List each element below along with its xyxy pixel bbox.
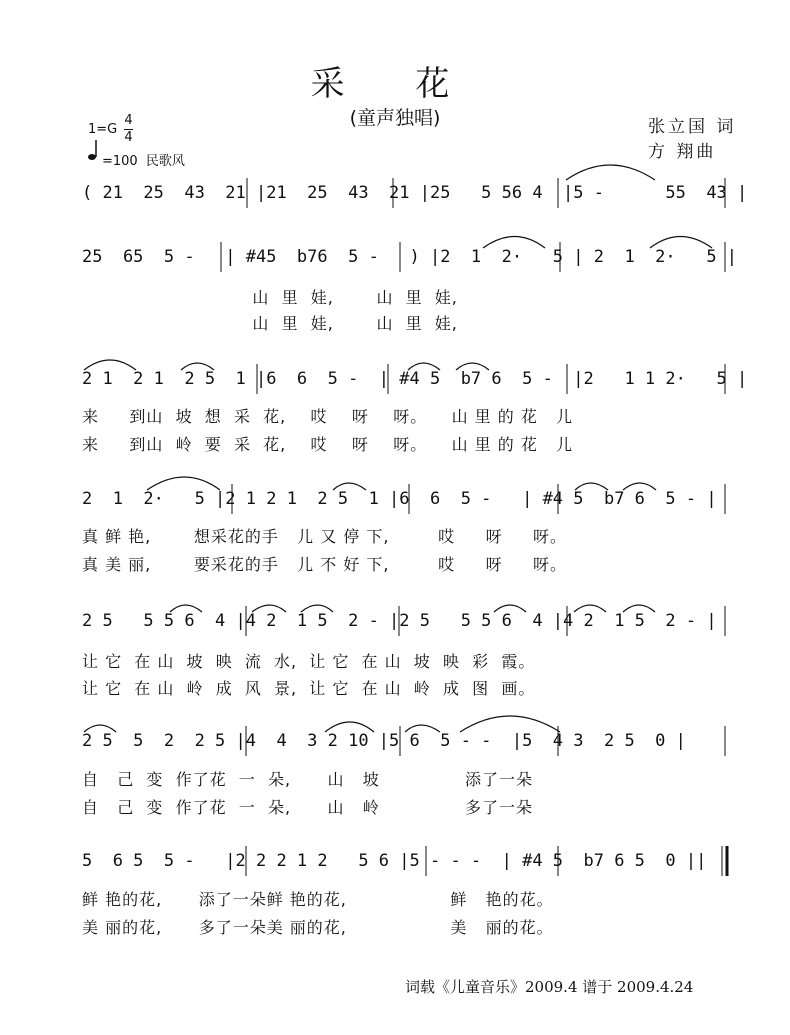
style-marking: 民歌风: [145, 154, 185, 169]
notation-line: 2 1 2 1 2 5 1 |6 6 5 - | #4 5 b7 6 5 - |2 1 1 2· 5 |: [82, 369, 748, 389]
lyric-verse-1: 自 己 变 作了花 一 朵, 山 坡 添了一朵: [82, 770, 534, 789]
lyric-verse-2: 自 己 变 作了花 一 朵, 山 岭 多了一朵: [82, 798, 534, 817]
time-sig-bottom: 4: [124, 130, 133, 145]
lyric-verse-2: 来 到山 岭 要 采 花, 哎 呀 呀。 山 里 的 花 儿: [82, 435, 574, 454]
composer-credit: 方 翔曲: [648, 142, 717, 162]
tempo-marking: [102, 150, 185, 169]
notation-line: 25 65 5 - | #45 b76 5 - ) |2 1 2· 5 | 2 1 2· 5 |: [82, 247, 738, 267]
lyricist-credit: 张立国 词: [648, 117, 737, 137]
time-signature: [124, 114, 133, 145]
notation-line: ( 21 25 43 21 |21 25 43 21 |25 5 56 4 |5 - 55 43 |: [82, 183, 748, 203]
song-title: 采 花: [310, 64, 480, 104]
lyric-verse-1: 来 到山 坡 想 采 花, 哎 呀 呀。 山 里 的 花 儿: [82, 407, 574, 426]
lyric-verse-2: 美 丽的花, 多了一朵美 丽的花, 美 丽的花。: [82, 918, 554, 937]
lyric-verse-1: 让 它 在 山 坡 映 流 水, 让 它 在 山 坡 映 彩 霞。: [82, 652, 536, 671]
source-footer: 词载《儿童音乐》2009.4 谱于 2009.4.24: [405, 978, 694, 996]
lyric-verse-1: 山 里 娃, 山 里 娃,: [82, 288, 458, 307]
song-subtitle: (童声独唱): [349, 107, 441, 129]
notation-line: 2 1 2· 5 |2 1 2 1 2 5 1 |6 6 5 - | #4 5 b7 6 5 - |: [82, 489, 717, 509]
time-sig-top: 4: [124, 113, 133, 128]
notation-line: 2 5 5 2 2 5 |4 4 3 2 10 |5 6 5 - - |5 4 3 2 5 0 |: [82, 731, 686, 751]
key-label: 1=G: [88, 122, 118, 137]
tempo-value: =100: [102, 154, 138, 169]
lyric-verse-2: 真 美 丽, 要采花的手 儿 不 好 下, 哎 呀 呀。: [82, 555, 568, 574]
lyric-verse-1: 鲜 艳的花, 添了一朵鲜 艳的花, 鲜 艳的花。: [82, 890, 554, 909]
lyric-verse-1: 真 鲜 艳, 想采花的手 儿 又 停 下, 哎 呀 呀。: [82, 527, 568, 546]
key-signature: [88, 122, 117, 137]
notation-line: 5 6 5 5 - |2 2 2 1 2 5 6 |5 - - - | #4 5 b7 6 5 0 ||: [82, 851, 707, 871]
notation-line: 2 5 5 5 6 4 |4 2 1 5 2 - |2 5 5 5 6 4 |4 2 1 5 2 - |: [82, 611, 717, 631]
lyric-verse-2: 山 里 娃, 山 里 娃,: [82, 314, 458, 333]
lyric-verse-2: 让 它 在 山 岭 成 风 景, 让 它 在 山 岭 成 图 画。: [82, 679, 536, 698]
